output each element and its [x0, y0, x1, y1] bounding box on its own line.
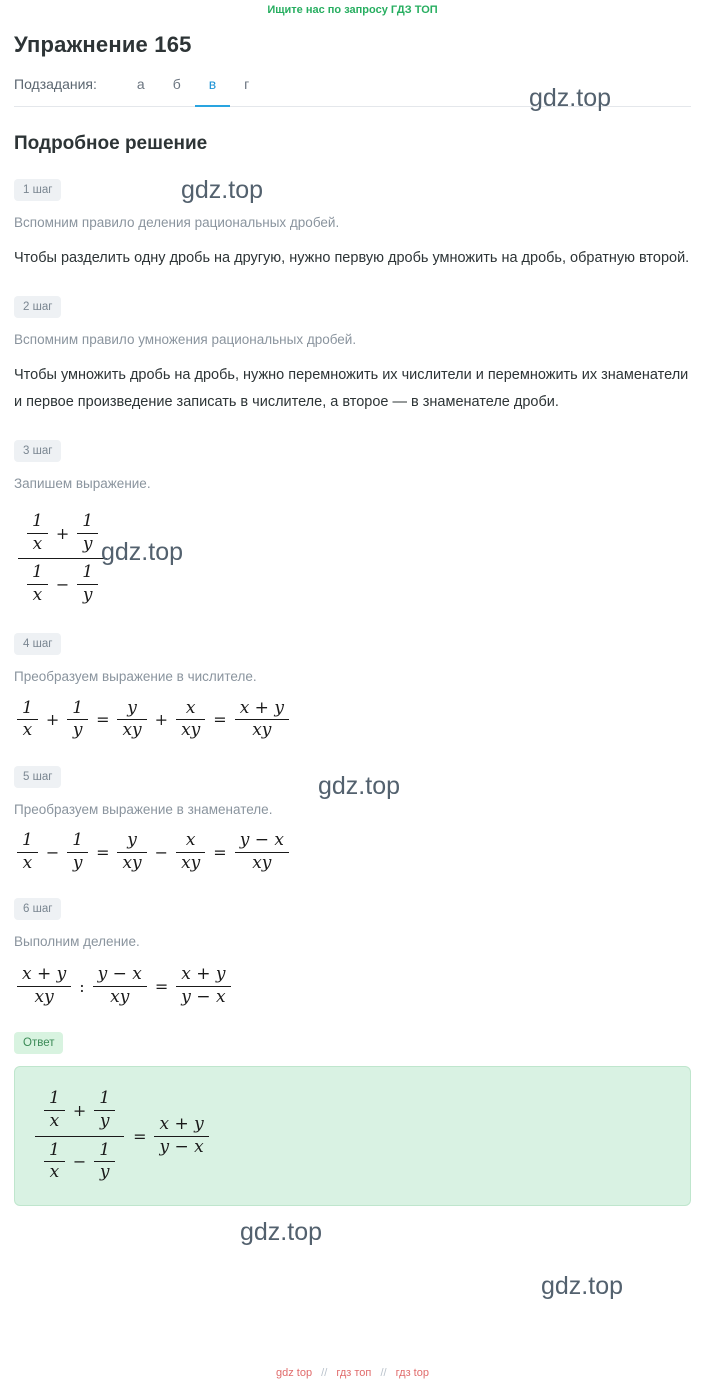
fraction-denominator: y — [82, 533, 93, 554]
watermark: gdz.top — [181, 176, 264, 204]
watermark: gdz.top — [240, 1218, 323, 1246]
fraction-one-over-y — [94, 1088, 115, 1132]
footer-links — [0, 1367, 705, 1379]
subtask-tab-a[interactable]: а — [136, 76, 145, 92]
complex-fraction-denominator — [18, 559, 107, 609]
fraction-numerator: x — [185, 697, 196, 718]
math-expression-answer — [31, 1085, 212, 1186]
math-expression-division — [14, 964, 691, 1008]
complex-fraction-numerator — [35, 1085, 124, 1135]
step-4 — [14, 609, 691, 741]
fraction-numerator: 1 — [82, 511, 94, 532]
watermark: gdz.top — [529, 84, 612, 112]
step-3 — [14, 416, 691, 609]
fraction-numerator: 1 — [32, 511, 43, 532]
footer-link-1[interactable]: gdz top — [276, 1367, 313, 1379]
fraction-numerator: y − x — [97, 964, 142, 985]
section-title: Подробное решение — [14, 133, 208, 154]
fraction-x-plus-y-over-y-minus-x — [176, 964, 230, 1008]
operator-plus: + — [45, 710, 60, 730]
watermark: gdz.top — [318, 772, 401, 800]
math-expression-denominator-transform — [14, 830, 691, 874]
fraction-denominator: xy — [122, 720, 142, 741]
fraction-one-over-x — [27, 511, 48, 555]
fraction-denominator: y — [72, 852, 83, 873]
fraction-denominator: y — [82, 584, 93, 605]
fraction-denominator: y — [99, 1110, 110, 1131]
fraction-numerator: 1 — [82, 562, 94, 583]
step-hint: Вспомним правило деления рациональных дробей. — [14, 215, 340, 230]
footer-link-2[interactable]: гдз топ — [336, 1367, 372, 1379]
fraction-numerator: x — [185, 829, 196, 850]
step-hint: Преобразуем выражение в знаменателе. — [14, 801, 273, 817]
promo-banner-text: Ищите нас по запросу ГДЗ ТОП — [267, 4, 438, 16]
fraction-one-over-y — [67, 698, 88, 742]
subtask-tab-b[interactable]: б — [172, 76, 181, 92]
operator-equals: = — [213, 842, 227, 862]
step-2 — [14, 272, 691, 416]
fraction-y-over-xy — [117, 698, 146, 742]
answer-box — [14, 1066, 691, 1205]
footer-link-3[interactable]: гдз top — [395, 1367, 429, 1379]
page-title: Упражнение 165 — [14, 32, 192, 57]
math-expression-complex-fraction — [14, 508, 691, 609]
fraction-x-plus-y-over-xy — [235, 698, 289, 742]
operator-divide: : — [79, 976, 85, 996]
operator-minus: − — [72, 1152, 87, 1172]
fraction-numerator: 1 — [72, 829, 84, 850]
fraction-denominator: y − x — [159, 1136, 204, 1157]
fraction-denominator: x — [22, 852, 33, 873]
fraction-denominator: x — [32, 533, 43, 554]
complex-fraction — [18, 508, 107, 609]
step-1 — [14, 155, 691, 272]
fraction-numerator: 1 — [99, 1088, 111, 1109]
step-text: Чтобы разделить одну дробь на другую, нужно первую дробь умножить на дробь, обратную второй. — [14, 250, 690, 267]
fraction-numerator: x + y — [181, 964, 226, 985]
answer-section — [14, 1008, 691, 1205]
fraction-x-over-xy — [176, 698, 205, 742]
fraction-one-over-y — [94, 1140, 115, 1184]
fraction-denominator: xy — [181, 852, 201, 873]
answer-badge: Ответ — [14, 1032, 63, 1054]
fraction-y-over-xy — [117, 830, 146, 874]
complex-fraction-numerator — [18, 508, 107, 558]
step-6 — [14, 874, 691, 1008]
operator-minus: − — [45, 842, 60, 862]
subtask-tab-v[interactable]: в — [195, 76, 230, 107]
fraction-denominator: x — [32, 584, 43, 605]
fraction-one-over-x — [27, 562, 48, 606]
fraction-denominator: y − x — [181, 986, 226, 1007]
page-content — [0, 32, 705, 1206]
fraction-denominator: x — [49, 1110, 60, 1131]
step-text: Чтобы умножить дробь на дробь, нужно перемножить их числители и перемножить их знаменатели и первое произведение записать в числителе, а второе — в знаменателе дроби. — [14, 367, 689, 411]
fraction-numerator: 1 — [72, 697, 84, 718]
operator-equals: = — [96, 842, 110, 862]
fraction-numerator: 1 — [22, 697, 33, 718]
subtask-tab-g[interactable]: г — [244, 76, 250, 92]
fraction-numerator: 1 — [99, 1139, 111, 1160]
operator-equals: = — [133, 1126, 147, 1146]
fraction-one-over-y — [77, 511, 98, 555]
step-hint: Вспомним правило умножения рациональных дробей. — [14, 332, 357, 348]
fraction-denominator: xy — [252, 852, 272, 873]
fraction-one-over-x — [17, 830, 38, 874]
step-badge: 1 шаг — [14, 179, 61, 201]
step-badge: 3 шаг — [14, 440, 61, 462]
operator-plus: + — [55, 523, 70, 543]
fraction-y-minus-x-over-xy — [93, 964, 147, 1008]
math-expression-numerator-transform — [14, 698, 691, 742]
promo-banner — [0, 0, 705, 18]
fraction-numerator: y — [127, 697, 137, 718]
fraction-x-plus-y-over-y-minus-x — [154, 1114, 208, 1158]
fraction-numerator: x + y — [239, 697, 284, 718]
fraction-denominator: x — [49, 1162, 60, 1183]
fraction-one-over-x — [17, 698, 38, 742]
fraction-denominator: xy — [110, 986, 130, 1007]
step-badge: 6 шаг — [14, 898, 61, 920]
step-badge: 4 шаг — [14, 633, 61, 655]
operator-minus: − — [55, 574, 70, 594]
operator-plus: + — [72, 1100, 87, 1120]
complex-fraction — [35, 1085, 124, 1186]
fraction-numerator: y — [127, 829, 137, 850]
step-badge: 5 шаг — [14, 766, 61, 788]
step-hint: Запишем выражение. — [14, 475, 151, 491]
subtasks-label: Подзадания: — [14, 76, 97, 92]
footer-separator: // — [321, 1367, 328, 1379]
operator-equals: = — [213, 710, 227, 730]
operator-plus: + — [154, 710, 169, 730]
fraction-x-plus-y-over-xy — [17, 964, 71, 1008]
fraction-one-over-y — [77, 562, 98, 606]
step-hint: Преобразуем выражение в числителе. — [14, 669, 257, 685]
fraction-y-minus-x-over-xy — [235, 830, 289, 874]
fraction-numerator: x + y — [22, 964, 67, 985]
complex-fraction-denominator — [35, 1137, 124, 1187]
fraction-denominator: xy — [34, 986, 54, 1007]
subtask-tabs — [14, 76, 691, 107]
fraction-numerator: 1 — [32, 562, 43, 583]
fraction-one-over-x — [44, 1140, 65, 1184]
fraction-denominator: xy — [252, 720, 272, 741]
fraction-numerator: y − x — [239, 829, 284, 850]
step-hint: Выполним деление. — [14, 934, 140, 950]
fraction-x-over-xy — [176, 830, 205, 874]
fraction-denominator: xy — [181, 720, 201, 741]
fraction-numerator: 1 — [22, 829, 33, 850]
fraction-one-over-y — [67, 830, 88, 874]
operator-equals: = — [154, 976, 169, 996]
fraction-numerator: x + y — [159, 1113, 204, 1134]
watermark: gdz.top — [101, 538, 184, 566]
fraction-denominator: y — [99, 1162, 110, 1183]
fraction-numerator: 1 — [49, 1139, 60, 1160]
fraction-one-over-x — [44, 1088, 65, 1132]
step-badge: 2 шаг — [14, 296, 61, 318]
fraction-numerator: 1 — [49, 1088, 60, 1109]
footer-separator: // — [380, 1367, 387, 1379]
watermark: gdz.top — [541, 1272, 624, 1300]
fraction-denominator: xy — [122, 852, 142, 873]
fraction-denominator: x — [22, 720, 33, 741]
operator-minus: − — [154, 842, 169, 862]
operator-equals: = — [96, 710, 110, 730]
fraction-denominator: y — [72, 720, 83, 741]
step-5 — [14, 742, 691, 874]
